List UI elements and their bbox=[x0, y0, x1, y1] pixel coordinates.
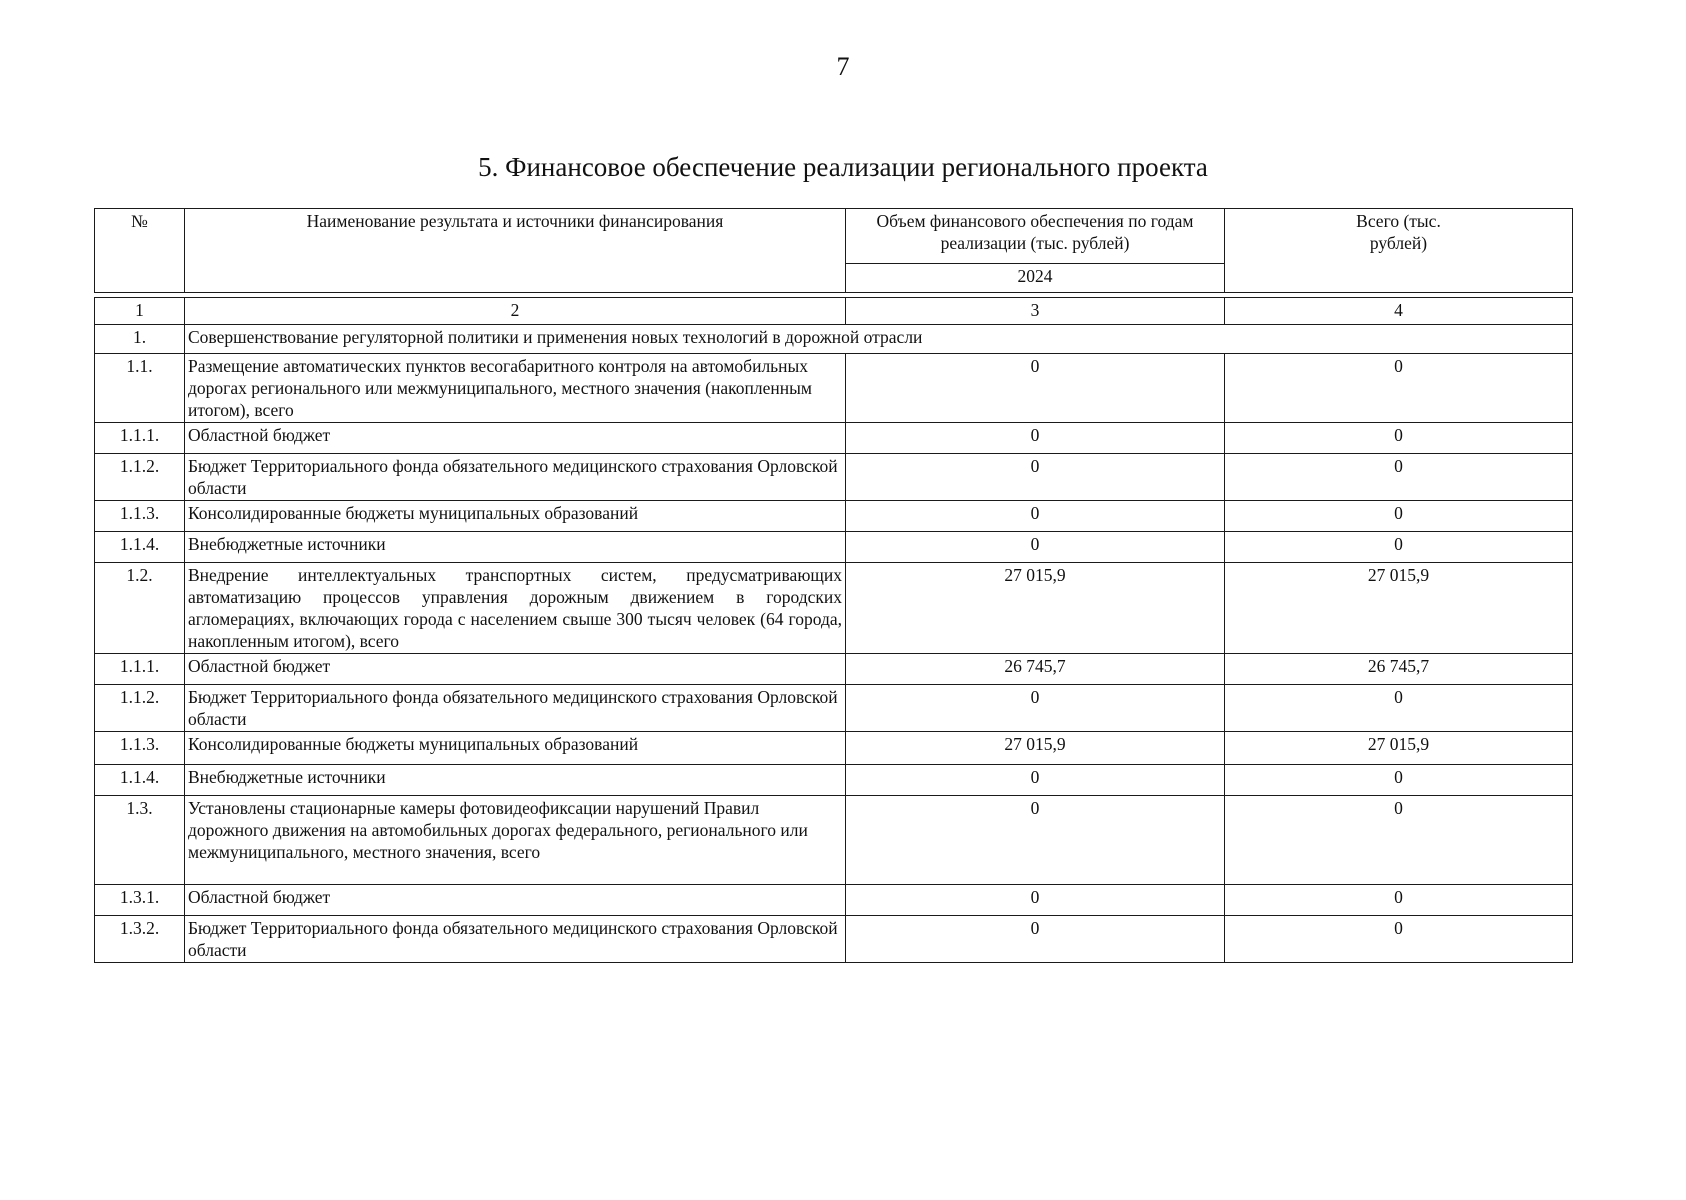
table-row bbox=[95, 354, 1573, 423]
row-value-total: 27 015,9 bbox=[1225, 732, 1573, 765]
row-name: Бюджет Территориального фонда обязательного медицинского страхования Орловской области bbox=[185, 916, 846, 963]
row-value-2024: 0 bbox=[846, 796, 1225, 885]
row-value-2024: 0 bbox=[846, 454, 1225, 501]
row-name: Внебюджетные источники bbox=[185, 532, 846, 563]
row-number: 1.1. bbox=[95, 354, 185, 423]
row-value-2024: 0 bbox=[846, 685, 1225, 732]
row-name: Внедрение интеллектуальных транспортных систем, предусматривающих автоматизацию процессов управления дорожным движением в городских агломерациях, включающих города с населением свыше 300 тысяч человек (64 города, накопленным итогом), всего bbox=[185, 563, 846, 654]
section-row bbox=[95, 325, 1573, 354]
header-volume: Объем финансового обеспечения по годам реализации (тыс. рублей) bbox=[846, 209, 1225, 264]
row-number: 1.1.4. bbox=[95, 765, 185, 796]
row-number: 1.1.3. bbox=[95, 732, 185, 765]
column-number: 2 bbox=[185, 298, 846, 325]
row-value-total: 0 bbox=[1225, 885, 1573, 916]
row-name: Областной бюджет bbox=[185, 423, 846, 454]
row-value-2024: 0 bbox=[846, 354, 1225, 423]
row-value-total: 0 bbox=[1225, 532, 1573, 563]
table-row bbox=[95, 916, 1573, 963]
row-number: 1.1.2. bbox=[95, 454, 185, 501]
column-number: 3 bbox=[846, 298, 1225, 325]
table-row bbox=[95, 501, 1573, 532]
row-number: 1.3.1. bbox=[95, 885, 185, 916]
row-value-2024: 0 bbox=[846, 916, 1225, 963]
column-numbers-row bbox=[95, 298, 1573, 325]
row-value-total: 0 bbox=[1225, 796, 1573, 885]
row-value-2024: 26 745,7 bbox=[846, 654, 1225, 685]
table-row bbox=[95, 732, 1573, 765]
row-number: 1.3.2. bbox=[95, 916, 185, 963]
row-name: Установлены стационарные камеры фотовидеофиксации нарушений Правил дорожного движения на автомобильных дорогах федерального, регионального или межмуниципального, местного значения, всего bbox=[185, 796, 846, 885]
row-name: Областной бюджет bbox=[185, 654, 846, 685]
financing-table bbox=[94, 208, 1573, 963]
table-row bbox=[95, 765, 1573, 796]
row-number: 1.1.2. bbox=[95, 685, 185, 732]
page-number: 7 bbox=[836, 52, 850, 81]
row-value-2024: 0 bbox=[846, 885, 1225, 916]
row-number: 1.2. bbox=[95, 563, 185, 654]
row-name: Областной бюджет bbox=[185, 885, 846, 916]
section-no: 1. bbox=[95, 325, 185, 354]
row-number: 1.1.4. bbox=[95, 532, 185, 563]
table-row bbox=[95, 796, 1573, 885]
row-value-2024: 27 015,9 bbox=[846, 732, 1225, 765]
row-value-total: 0 bbox=[1225, 916, 1573, 963]
row-value-total: 0 bbox=[1225, 423, 1573, 454]
row-value-total: 26 745,7 bbox=[1225, 654, 1573, 685]
header-total: Всего (тыс. рублей) bbox=[1225, 209, 1573, 293]
row-name: Бюджет Территориального фонда обязательного медицинского страхования Орловской области bbox=[185, 685, 846, 732]
row-name: Бюджет Территориального фонда обязательного медицинского страхования Орловской области bbox=[185, 454, 846, 501]
row-name: Консолидированные бюджеты муниципальных образований bbox=[185, 732, 846, 765]
section-name: Совершенствование регуляторной политики и применения новых технологий в дорожной отрасли bbox=[185, 325, 1573, 354]
column-number: 1 bbox=[95, 298, 185, 325]
row-value-2024: 0 bbox=[846, 532, 1225, 563]
row-value-total: 0 bbox=[1225, 501, 1573, 532]
row-value-2024: 27 015,9 bbox=[846, 563, 1225, 654]
table-row bbox=[95, 885, 1573, 916]
document-title: 5. Финансовое обеспечение реализации регионального проекта bbox=[478, 152, 1208, 182]
table-row bbox=[95, 423, 1573, 454]
row-value-total: 0 bbox=[1225, 685, 1573, 732]
row-number: 1.1.1. bbox=[95, 654, 185, 685]
table-row bbox=[95, 563, 1573, 654]
table-row bbox=[95, 685, 1573, 732]
column-number: 4 bbox=[1225, 298, 1573, 325]
row-name: Консолидированные бюджеты муниципальных образований bbox=[185, 501, 846, 532]
row-number: 1.3. bbox=[95, 796, 185, 885]
header-no: № bbox=[95, 209, 185, 293]
row-name: Размещение автоматических пунктов весогабаритного контроля на автомобильных дорогах регионального или межмуниципального, местного значения (накопленным итогом), всего bbox=[185, 354, 846, 423]
row-number: 1.1.1. bbox=[95, 423, 185, 454]
row-value-total: 0 bbox=[1225, 765, 1573, 796]
row-value-2024: 0 bbox=[846, 423, 1225, 454]
row-value-2024: 0 bbox=[846, 501, 1225, 532]
row-name: Внебюджетные источники bbox=[185, 765, 846, 796]
row-value-total: 0 bbox=[1225, 454, 1573, 501]
row-value-2024: 0 bbox=[846, 765, 1225, 796]
row-number: 1.1.3. bbox=[95, 501, 185, 532]
header-year: 2024 bbox=[846, 264, 1225, 293]
row-value-total: 27 015,9 bbox=[1225, 563, 1573, 654]
row-value-total: 0 bbox=[1225, 354, 1573, 423]
table-row bbox=[95, 454, 1573, 501]
table-row bbox=[95, 532, 1573, 563]
table-row bbox=[95, 654, 1573, 685]
header-name: Наименование результата и источники финансирования bbox=[185, 209, 846, 293]
